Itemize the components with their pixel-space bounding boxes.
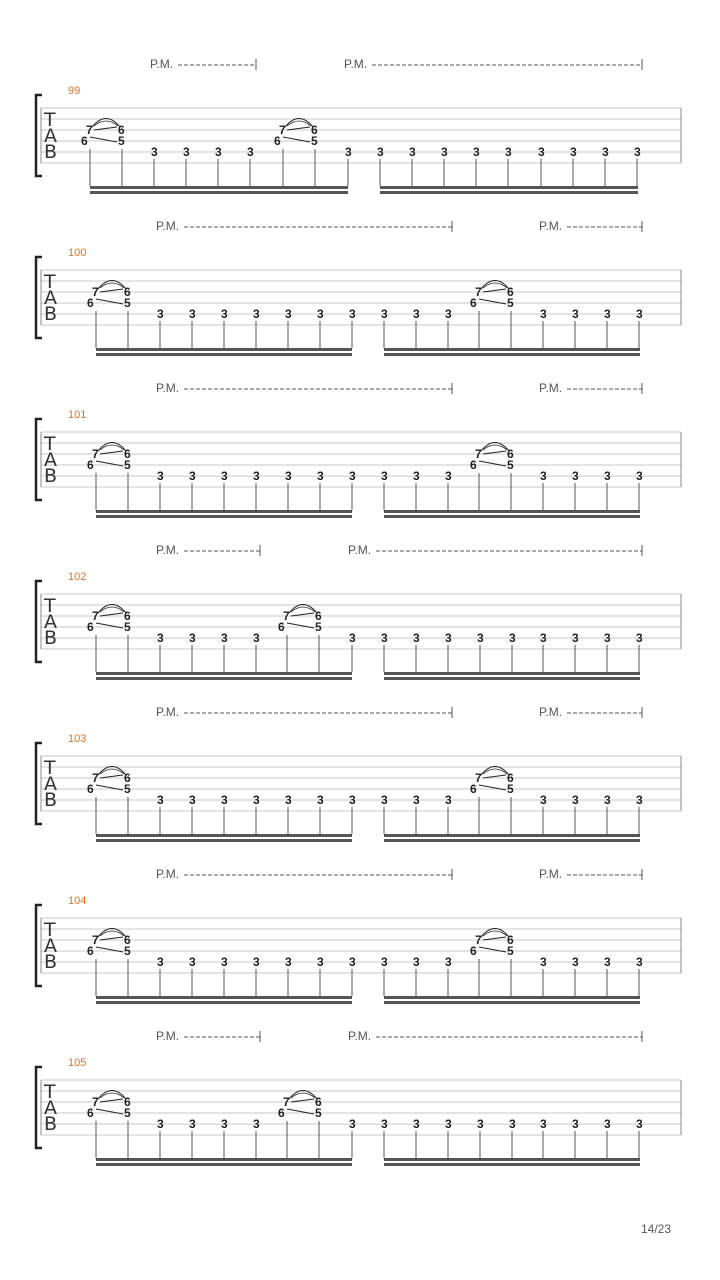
fret-number: 3 [445, 793, 452, 807]
fret-number: 5 [124, 782, 131, 796]
fret-number: 3 [349, 307, 356, 321]
beam [96, 834, 352, 837]
fret-number: 5 [507, 458, 514, 472]
fret-number: 6 [81, 134, 88, 148]
fret-number: 6 [124, 285, 131, 299]
slur-arc [98, 281, 126, 290]
slur-arc [481, 443, 509, 452]
fret-number: 3 [381, 307, 388, 321]
tab-clef-letter: T [44, 595, 56, 617]
fret-number: 3 [221, 631, 228, 645]
fret-number: 3 [221, 955, 228, 969]
tab-clef-letter: T [44, 757, 56, 779]
fret-number: 3 [636, 1117, 643, 1131]
beam [384, 348, 640, 351]
palm-mute-label: P.M. [344, 57, 368, 71]
fret-number: 3 [285, 955, 292, 969]
fret-number: 5 [315, 1106, 322, 1120]
fret-number: 3 [253, 631, 260, 645]
beam [384, 1001, 640, 1004]
fret-number: 6 [278, 620, 285, 634]
fret-number: 5 [124, 944, 131, 958]
beam [384, 677, 640, 680]
beam [384, 839, 640, 842]
fret-number: 3 [409, 145, 416, 159]
fret-number: 3 [445, 307, 452, 321]
measure-number: 103 [68, 733, 87, 745]
beam [90, 191, 348, 194]
beam [96, 996, 352, 999]
fret-number: 6 [124, 933, 131, 947]
fret-number: 5 [124, 620, 131, 634]
beam [96, 1158, 352, 1161]
tab-clef-letter: T [44, 919, 56, 941]
palm-mute-label: P.M. [156, 705, 180, 719]
measure-number: 99 [68, 85, 81, 97]
fret-number: 3 [505, 145, 512, 159]
slur-arc [98, 1091, 126, 1100]
slur-arc [481, 767, 509, 776]
palm-mute-label: P.M. [539, 867, 563, 881]
slur-arc [285, 119, 313, 128]
beam [380, 191, 638, 194]
slur-arc [481, 281, 509, 290]
fret-number: 3 [413, 469, 420, 483]
slur-arc [92, 119, 120, 128]
fret-number: 3 [285, 793, 292, 807]
fret-number: 3 [157, 469, 164, 483]
fret-number: 3 [381, 469, 388, 483]
palm-mute-label: P.M. [156, 219, 180, 233]
tab-system-100 [36, 219, 681, 356]
fret-number: 3 [413, 1117, 420, 1131]
page-number: 14/23 [641, 1222, 672, 1236]
fret-number: 7 [475, 771, 482, 785]
fret-number: 6 [507, 771, 514, 785]
beam [384, 1158, 640, 1161]
fret-number: 3 [445, 469, 452, 483]
fret-number: 5 [118, 134, 125, 148]
fret-number: 3 [317, 793, 324, 807]
beam [384, 834, 640, 837]
fret-number: 5 [315, 620, 322, 634]
fret-number: 3 [445, 1117, 452, 1131]
fret-number: 3 [221, 469, 228, 483]
fret-number: 3 [253, 1117, 260, 1131]
beam [96, 839, 352, 842]
fret-number: 3 [636, 631, 643, 645]
fret-number: 7 [92, 1095, 99, 1109]
fret-number: 3 [317, 307, 324, 321]
fret-number: 6 [124, 771, 131, 785]
fret-number: 6 [87, 944, 94, 958]
fret-number: 3 [540, 955, 547, 969]
fret-number: 3 [317, 469, 324, 483]
fret-number: 3 [413, 307, 420, 321]
fret-number: 3 [604, 955, 611, 969]
beam [96, 677, 352, 680]
fret-number: 6 [507, 933, 514, 947]
slur-arc [98, 605, 126, 614]
tab-clef-letter: T [44, 109, 56, 131]
tab-clef-letter: T [44, 433, 56, 455]
fret-number: 3 [381, 631, 388, 645]
fret-number: 3 [636, 955, 643, 969]
fret-number: 5 [507, 296, 514, 310]
fret-number: 3 [247, 145, 254, 159]
fret-number: 6 [87, 1106, 94, 1120]
fret-number: 3 [349, 1117, 356, 1131]
palm-mute-label: P.M. [150, 57, 174, 71]
fret-number: 3 [572, 955, 579, 969]
fret-number: 3 [189, 793, 196, 807]
fret-number: 5 [311, 134, 318, 148]
beam [96, 1163, 352, 1166]
beam [384, 996, 640, 999]
beam [96, 348, 352, 351]
palm-mute-label: P.M. [539, 705, 563, 719]
fret-number: 3 [540, 793, 547, 807]
fret-number: 3 [189, 631, 196, 645]
fret-number: 3 [189, 469, 196, 483]
fret-number: 3 [477, 631, 484, 645]
fret-number: 3 [604, 793, 611, 807]
tab-clef-letter: B [44, 303, 58, 325]
fret-number: 3 [634, 145, 641, 159]
measure-number: 102 [68, 571, 87, 583]
beam [90, 186, 348, 189]
beam [96, 672, 352, 675]
measure-number: 104 [68, 895, 87, 907]
fret-number: 3 [636, 469, 643, 483]
fret-number: 3 [317, 955, 324, 969]
fret-number: 6 [118, 123, 125, 137]
fret-number: 6 [507, 447, 514, 461]
tab-clef-letter: A [44, 935, 57, 957]
fret-number: 3 [572, 469, 579, 483]
tab-clef-letter: B [44, 465, 58, 487]
fret-number: 3 [604, 631, 611, 645]
palm-mute-label: P.M. [156, 381, 180, 395]
fret-number: 7 [92, 609, 99, 623]
fret-number: 3 [540, 631, 547, 645]
fret-number: 3 [636, 793, 643, 807]
slur-arc [289, 605, 317, 614]
fret-number: 6 [470, 458, 477, 472]
tab-clef-letter: B [44, 1113, 58, 1135]
beam [96, 510, 352, 513]
fret-number: 3 [445, 955, 452, 969]
fret-number: 3 [157, 955, 164, 969]
fret-number: 3 [157, 631, 164, 645]
fret-number: 3 [572, 307, 579, 321]
fret-number: 7 [92, 285, 99, 299]
tab-system-101 [36, 381, 681, 518]
fret-number: 3 [189, 1117, 196, 1131]
fret-number: 3 [602, 145, 609, 159]
measure-number: 101 [68, 409, 87, 421]
fret-number: 6 [278, 1106, 285, 1120]
fret-number: 7 [475, 447, 482, 461]
fret-number: 3 [285, 307, 292, 321]
fret-number: 3 [381, 955, 388, 969]
fret-number: 3 [413, 793, 420, 807]
fret-number: 3 [157, 793, 164, 807]
palm-mute-label: P.M. [539, 219, 563, 233]
fret-number: 3 [441, 145, 448, 159]
tab-clef-letter: B [44, 627, 58, 649]
fret-number: 3 [636, 307, 643, 321]
tab-system-103 [36, 705, 681, 842]
fret-number: 6 [315, 609, 322, 623]
fret-number: 3 [221, 1117, 228, 1131]
fret-number: 3 [445, 631, 452, 645]
tab-system-104 [36, 867, 681, 1004]
fret-number: 5 [507, 944, 514, 958]
beam [384, 510, 640, 513]
fret-number: 6 [311, 123, 318, 137]
fret-number: 5 [124, 296, 131, 310]
beam [96, 515, 352, 518]
beam [380, 186, 638, 189]
fret-number: 3 [157, 307, 164, 321]
tab-system-105 [36, 1029, 681, 1166]
fret-number: 3 [183, 145, 190, 159]
palm-mute-label: P.M. [539, 381, 563, 395]
fret-number: 3 [540, 469, 547, 483]
tab-clef-letter: A [44, 125, 57, 147]
fret-number: 3 [221, 307, 228, 321]
fret-number: 6 [87, 296, 94, 310]
palm-mute-label: P.M. [348, 1029, 372, 1043]
fret-number: 6 [124, 447, 131, 461]
fret-number: 3 [377, 145, 384, 159]
fret-number: 3 [253, 469, 260, 483]
fret-number: 3 [572, 793, 579, 807]
fret-number: 3 [604, 307, 611, 321]
fret-number: 3 [604, 469, 611, 483]
fret-number: 3 [253, 793, 260, 807]
fret-number: 6 [87, 620, 94, 634]
slur-arc [289, 1091, 317, 1100]
fret-number: 6 [124, 609, 131, 623]
fret-number: 3 [604, 1117, 611, 1131]
fret-number: 3 [381, 793, 388, 807]
fret-number: 3 [189, 307, 196, 321]
fret-number: 3 [349, 793, 356, 807]
tab-clef-letter: B [44, 789, 58, 811]
tab-clef-letter: A [44, 287, 57, 309]
fret-number: 6 [470, 296, 477, 310]
beam [384, 1163, 640, 1166]
tab-clef-letter: A [44, 1097, 57, 1119]
slur-arc [98, 443, 126, 452]
slur-arc [98, 929, 126, 938]
tab-clef-letter: T [44, 1081, 56, 1103]
fret-number: 6 [507, 285, 514, 299]
fret-number: 3 [381, 1117, 388, 1131]
measure-number: 105 [68, 1057, 87, 1069]
tab-clef-letter: T [44, 271, 56, 293]
fret-number: 3 [157, 1117, 164, 1131]
fret-number: 3 [345, 145, 352, 159]
fret-number: 6 [274, 134, 281, 148]
fret-number: 3 [349, 631, 356, 645]
fret-number: 3 [151, 145, 158, 159]
fret-number: 7 [92, 933, 99, 947]
palm-mute-label: P.M. [156, 867, 180, 881]
beam [96, 353, 352, 356]
fret-number: 6 [87, 458, 94, 472]
slur-arc [98, 767, 126, 776]
fret-number: 3 [413, 955, 420, 969]
fret-number: 7 [475, 285, 482, 299]
palm-mute-label: P.M. [348, 543, 372, 557]
fret-number: 3 [349, 469, 356, 483]
fret-number: 7 [283, 609, 290, 623]
fret-number: 3 [477, 1117, 484, 1131]
fret-number: 7 [475, 933, 482, 947]
fret-number: 6 [87, 782, 94, 796]
tab-clef-letter: A [44, 449, 57, 471]
fret-number: 7 [283, 1095, 290, 1109]
fret-number: 7 [92, 447, 99, 461]
fret-number: 6 [124, 1095, 131, 1109]
beam [96, 1001, 352, 1004]
tab-system-99 [36, 57, 681, 194]
fret-number: 5 [507, 782, 514, 796]
fret-number: 3 [473, 145, 480, 159]
fret-number: 7 [92, 771, 99, 785]
fret-number: 3 [572, 1117, 579, 1131]
fret-number: 7 [279, 123, 286, 137]
beam [384, 353, 640, 356]
palm-mute-label: P.M. [156, 1029, 180, 1043]
slur-arc [481, 929, 509, 938]
fret-number: 6 [470, 944, 477, 958]
fret-number: 3 [413, 631, 420, 645]
fret-number: 3 [349, 955, 356, 969]
tab-clef-letter: A [44, 773, 57, 795]
fret-number: 3 [253, 307, 260, 321]
tab-clef-letter: B [44, 951, 58, 973]
palm-mute-label: P.M. [156, 543, 180, 557]
fret-number: 3 [253, 955, 260, 969]
measure-number: 100 [68, 247, 87, 259]
tab-system-102 [36, 543, 681, 680]
fret-number: 5 [124, 458, 131, 472]
fret-number: 6 [470, 782, 477, 796]
fret-number: 3 [221, 793, 228, 807]
fret-number: 3 [538, 145, 545, 159]
fret-number: 3 [215, 145, 222, 159]
fret-number: 6 [315, 1095, 322, 1109]
tab-clef-letter: A [44, 611, 57, 633]
fret-number: 3 [572, 631, 579, 645]
fret-number: 3 [540, 307, 547, 321]
beam [384, 515, 640, 518]
tab-clef-letter: B [44, 141, 58, 163]
fret-number: 3 [509, 631, 516, 645]
fret-number: 3 [540, 1117, 547, 1131]
fret-number: 3 [285, 469, 292, 483]
fret-number: 3 [570, 145, 577, 159]
fret-number: 5 [124, 1106, 131, 1120]
beam [384, 672, 640, 675]
fret-number: 3 [509, 1117, 516, 1131]
fret-number: 7 [86, 123, 93, 137]
fret-number: 3 [189, 955, 196, 969]
